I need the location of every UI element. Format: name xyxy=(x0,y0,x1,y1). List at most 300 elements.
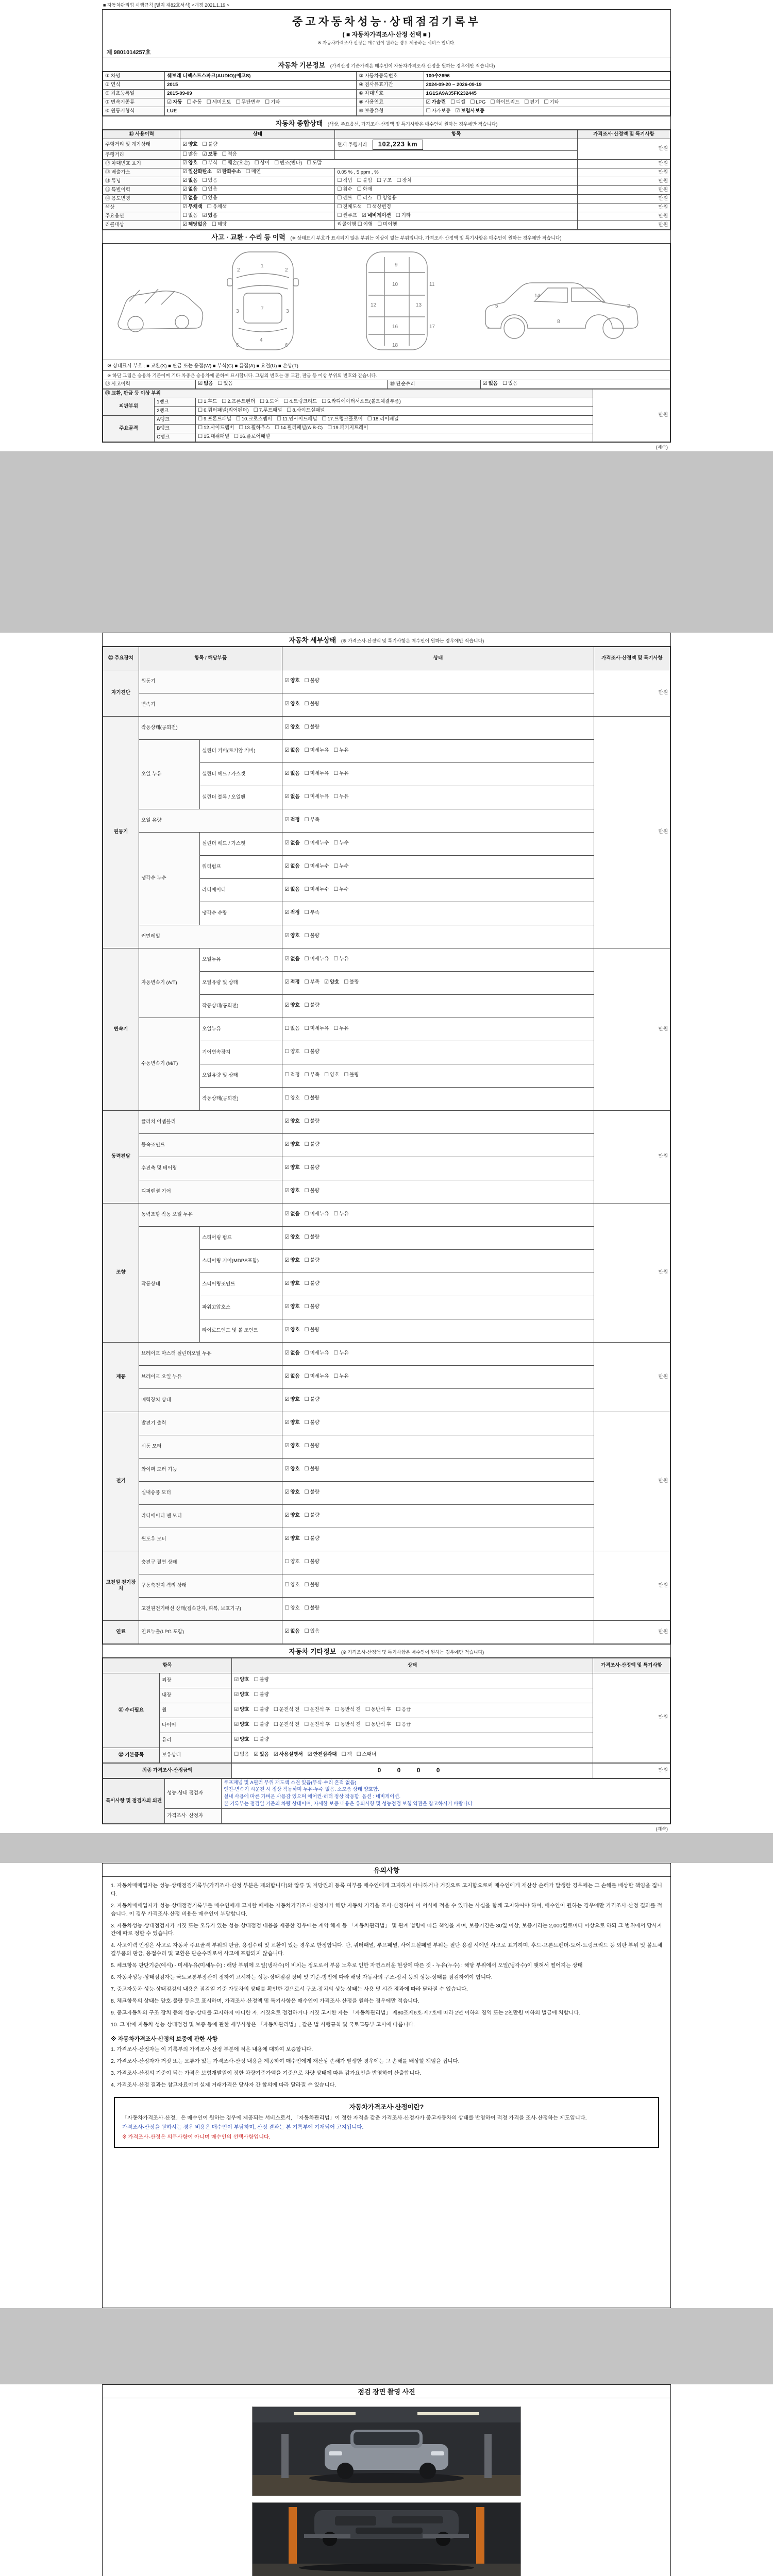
form-cell xyxy=(155,424,196,433)
checkbox-option[interactable]: ☐ 응급 xyxy=(396,1707,411,1713)
checkbox-option[interactable]: ☐ 누유 xyxy=(333,794,349,800)
checkbox-icon: ☑ xyxy=(182,195,188,201)
checkbox-option[interactable]: ☑ 안전삼각대 xyxy=(307,1752,337,1758)
checkbox-option[interactable]: ☐ 13.휠하우스 xyxy=(239,425,271,431)
form-cell xyxy=(139,1133,282,1157)
checkbox-option[interactable]: ☐ 불량 xyxy=(304,701,320,707)
checkbox-option[interactable]: ☑ 없음 xyxy=(482,381,498,387)
checkbox-option[interactable]: ☑ 보험사보증 xyxy=(455,108,485,114)
checkbox-option[interactable]: ☑ 무채색 xyxy=(182,204,203,210)
checkbox-option[interactable]: ☐ 불량 xyxy=(304,1466,320,1472)
checkbox-option[interactable]: ☐ 불량 xyxy=(304,1049,320,1055)
status-cell xyxy=(196,415,593,424)
checkbox-option[interactable]: ☑ 양호 xyxy=(234,1707,249,1713)
checkbox-option[interactable]: ☑ 양호 xyxy=(284,1258,300,1264)
form-cell xyxy=(160,1673,232,1688)
special-notes-table xyxy=(103,1778,670,1824)
checkbox-option[interactable]: ☑ 사용설명서 xyxy=(273,1752,303,1758)
checkbox-option[interactable]: ☐ 동반석 후 xyxy=(365,1722,392,1728)
checkbox-option[interactable]: ☐ 누유 xyxy=(333,771,349,777)
checkbox-option[interactable]: ☐ 양호 xyxy=(284,1095,300,1101)
checkbox-icon: ☐ xyxy=(344,979,349,986)
checkbox-option[interactable]: ☐ 도말 xyxy=(307,160,322,166)
checkbox-option[interactable]: ☐ 스패너 xyxy=(356,1752,377,1758)
status-cell xyxy=(335,177,577,185)
checkbox-option[interactable]: ☐ 영업용 xyxy=(377,195,397,201)
checkbox-option[interactable]: ☐ 누수 xyxy=(333,863,349,870)
checkbox-icon: ☑ xyxy=(198,381,203,387)
cell-text: 성능·상태 점검자 xyxy=(167,1790,204,1797)
cell-text: 상태 xyxy=(433,655,443,661)
checkbox-option[interactable]: ☐ 불량 xyxy=(304,724,320,731)
form-cell xyxy=(160,1733,232,1748)
cell-text: 만원 xyxy=(658,169,668,175)
checkbox-option[interactable]: ☑ 양호 xyxy=(324,979,340,986)
checkbox-option[interactable]: ☐ 불량 xyxy=(304,1165,320,1171)
checkbox-option[interactable]: ☑ 양호 xyxy=(284,1420,300,1426)
table-row xyxy=(103,389,670,398)
checkbox-option[interactable]: ☐ 양호 xyxy=(284,1582,300,1588)
checkbox-option[interactable]: ☐ 미세누유 xyxy=(304,748,329,754)
checkbox-option[interactable]: ☐ 미세누유 xyxy=(304,1211,329,1217)
checkbox-option[interactable]: ☐ LPG xyxy=(470,99,486,105)
checkbox-option[interactable]: ☐ 세미오토 xyxy=(206,99,231,105)
checkbox-option[interactable]: ☑ 양호 xyxy=(234,1692,249,1698)
table-row xyxy=(103,1748,670,1762)
checkbox-option[interactable]: ☑ 양호 xyxy=(284,1327,300,1333)
checkbox-option[interactable]: ☑ 양호 xyxy=(284,1142,300,1148)
checkbox-option[interactable]: ☐ 불량 xyxy=(304,1095,320,1101)
checkbox-option[interactable]: ☐ 불량 xyxy=(254,1737,269,1743)
checkbox-option[interactable]: ☐ 상이 xyxy=(254,160,270,166)
checkbox-option[interactable]: ☐ 불량 xyxy=(304,1443,320,1449)
table-row xyxy=(103,1718,670,1733)
price-survey-info-box xyxy=(114,2097,659,2148)
checkbox-option[interactable]: ☐ 있음 xyxy=(202,178,217,184)
svg-text:10: 10 xyxy=(392,281,398,287)
checkbox-option[interactable]: ☐ 누수 xyxy=(333,887,349,893)
checkbox-option[interactable]: ☑ 없음 xyxy=(182,178,198,184)
checkbox-option[interactable]: ☐ 누유 xyxy=(333,1211,349,1217)
checkbox-icon: ☐ xyxy=(337,187,342,193)
checkbox-option[interactable]: ☐ 미세누유 xyxy=(304,771,329,777)
checkbox-option[interactable]: ☐ 침수 xyxy=(337,187,352,193)
checkbox-option[interactable]: ☐ 화재 xyxy=(357,187,373,193)
form-cell xyxy=(335,150,577,159)
checkbox-option[interactable]: ☐ 미세누유 xyxy=(304,1374,329,1380)
checkbox-option[interactable]: ☐ 누유 xyxy=(333,1026,349,1032)
checkbox-option[interactable]: ☐ 훼손(오손) xyxy=(222,160,250,166)
form-cell xyxy=(357,98,424,107)
section-accident-title: 사고 · 교환 · 수리 등 이력 xyxy=(211,233,285,241)
checkbox-option[interactable]: ☐ 유채색 xyxy=(207,204,227,210)
checkbox-option[interactable]: ☑ 적정 xyxy=(284,817,300,823)
checkbox-option[interactable]: ☐ 4.트렁크리드 xyxy=(283,399,317,405)
notice-item: 7. 중고자동차 성능·상태점검의 내용은 점검일 기준 자동차의 상태를 확인한 것으로서 구조·장치의 성능·상태는 사용 및 시간 경과에 따라 달라질 수 있습니다. xyxy=(111,1987,468,1993)
form-cell xyxy=(139,832,200,925)
checkbox-option[interactable]: ☑ 보통 xyxy=(202,151,217,158)
checkbox-option[interactable]: ☐ 전체도색 xyxy=(337,204,362,210)
damage-legend: ※ 상태표시 부호 : ■ 교환(X) ■ 판금 또는 용접(W) ■ 부식(C) ■ 흠집(A) ■ 요철(U) ■ 손상(T) xyxy=(103,360,670,370)
checkbox-option[interactable]: ☐ 적법 xyxy=(337,178,352,184)
table-row xyxy=(103,1528,670,1551)
checkbox-option[interactable]: ☐ 불량 xyxy=(304,1397,320,1403)
checkbox-icon: ☑ xyxy=(284,1443,290,1449)
status-cell xyxy=(232,1673,593,1688)
page-gap xyxy=(0,2308,773,2384)
checkbox-option[interactable]: ☐ 미이행 xyxy=(377,222,397,228)
cell-text: 실린더 커버(로커암 커버) xyxy=(202,748,256,754)
cell-text: ⑳ 주요장치 xyxy=(108,655,133,661)
checkbox-option[interactable]: ☐ 17.트렁크플로어 xyxy=(322,416,363,422)
checkbox-option[interactable]: ☑ 없음 xyxy=(284,748,300,754)
checkbox-option[interactable]: ☐ 15.대쉬패널 xyxy=(198,434,230,440)
checkbox-option[interactable]: ☑ 양호 xyxy=(284,1003,300,1009)
checkbox-option[interactable]: ☐ 불량 xyxy=(304,1513,320,1519)
checkbox-option[interactable]: ☐ 불법 xyxy=(357,178,373,184)
checkbox-option[interactable]: ☐ 불량 xyxy=(304,1304,320,1310)
checkbox-option[interactable]: ☐ 운전석 전 xyxy=(273,1707,300,1713)
checkbox-option[interactable]: ☐ 이행 xyxy=(357,222,373,228)
checkbox-option[interactable]: ☑ 양호 xyxy=(284,1536,300,1542)
checkbox-option[interactable]: ☐ 매연 xyxy=(245,169,261,175)
checkbox-option[interactable]: ☐ 운전석 후 xyxy=(304,1722,330,1728)
checkbox-option[interactable]: ☐ 불량 xyxy=(304,1559,320,1565)
checkbox-option[interactable]: ☐ 양호 xyxy=(284,1605,300,1612)
checkbox-option[interactable]: ☑ 양호 xyxy=(284,933,300,939)
checkbox-option[interactable]: ☐ 누유 xyxy=(333,1350,349,1357)
checkbox-option[interactable]: ☐ 없음 xyxy=(234,1752,249,1758)
checkbox-option[interactable]: ☑ 양호 xyxy=(284,1304,300,1310)
cell-text: 자동변속기 (A/T) xyxy=(141,979,177,986)
checkbox-option[interactable]: ☐ 19.패키지트레이 xyxy=(327,425,368,431)
table-row xyxy=(103,1703,670,1718)
checkbox-option[interactable]: ☐ 불량 xyxy=(254,1707,269,1713)
status-cell xyxy=(282,786,594,809)
checkbox-option[interactable]: ☐ 양호 xyxy=(284,1559,300,1565)
checkbox-option[interactable]: ☐ 불량 xyxy=(304,933,320,939)
form-cell xyxy=(357,107,424,116)
checkbox-option[interactable]: ☑ 없음 xyxy=(284,956,300,962)
checkbox-option[interactable]: ☐ 불량 xyxy=(304,1582,320,1588)
checkbox-option[interactable]: ☐ 불량 xyxy=(304,1258,320,1264)
checkbox-option[interactable]: ☐ 하이브리드 xyxy=(490,99,520,105)
form-cell xyxy=(200,1041,282,1064)
form-cell xyxy=(200,855,282,878)
table-row xyxy=(103,1733,670,1748)
checkbox-option[interactable]: ☐ 11.인사이드패널 xyxy=(276,416,317,422)
checkbox-option[interactable]: ☐ 있음 xyxy=(217,381,233,387)
section-etc-title: 자동차 기타정보 xyxy=(289,1647,337,1655)
checkbox-option[interactable]: ☐ 불량 xyxy=(304,1142,320,1148)
form-cell xyxy=(139,1504,282,1528)
checkbox-option[interactable]: ☐ 있음 xyxy=(202,195,217,201)
checkbox-option[interactable]: ☐ 해당 xyxy=(211,222,227,228)
checkbox-option[interactable]: ☐ 동반석 전 xyxy=(334,1707,361,1713)
checkbox-icon: ☐ xyxy=(337,195,342,201)
checkbox-option[interactable]: ☐ 누유 xyxy=(333,956,349,962)
checkbox-option[interactable]: ☐ 적정 xyxy=(284,1072,300,1078)
checkbox-option[interactable]: ☐ 부식 xyxy=(202,160,217,166)
checkbox-option[interactable]: ☑ 양호 xyxy=(284,1281,300,1287)
checkbox-option[interactable]: ☐ 불량 xyxy=(202,141,217,147)
status-cell xyxy=(165,98,357,107)
checkbox-option[interactable]: ☐ 불량 xyxy=(254,1677,269,1683)
cell-text: 0.05 % , 5 ppm , % xyxy=(337,169,379,175)
checkbox-option[interactable]: ☑ 없음 xyxy=(284,863,300,870)
checkbox-option[interactable]: ☐ 불량 xyxy=(304,1118,320,1125)
checkbox-option[interactable]: ☑ 있음 xyxy=(254,1752,269,1758)
checkbox-option[interactable]: ☑ 양호 xyxy=(234,1677,249,1683)
form-cell xyxy=(577,221,670,229)
table-row xyxy=(103,185,670,194)
checkbox-option[interactable]: ☐ 14.필러패널(A·B·C) xyxy=(275,425,323,431)
checkbox-option[interactable]: ☐ 없음 xyxy=(182,213,198,219)
checkbox-icon: ☐ xyxy=(304,840,309,846)
checkbox-option[interactable]: ☑ 해당없음 xyxy=(182,222,207,228)
checkbox-option[interactable]: ☐ 미세누수 xyxy=(304,887,329,893)
checkbox-option[interactable]: ☐ 적음 xyxy=(222,151,238,158)
status-cell xyxy=(282,948,594,971)
form-cell xyxy=(155,406,196,415)
section-accident-header xyxy=(103,230,670,244)
notice-sub-items xyxy=(111,2046,662,2090)
status-cell xyxy=(282,1087,594,1110)
checkbox-option[interactable]: ☐ 부족 xyxy=(304,1072,320,1078)
section-basic-info-note: (가격산정 기준가격은 매수인이 자동차가격조사·산정을 원하는 경우에만 적습니다) xyxy=(330,63,495,69)
checkbox-option[interactable]: ☐ 렌트 xyxy=(337,195,352,201)
form-cell xyxy=(424,81,670,90)
checkbox-option[interactable]: ☑ 없음 xyxy=(284,887,300,893)
svg-text:14: 14 xyxy=(534,293,541,299)
checkbox-option[interactable]: ☑ 없음 xyxy=(284,1374,300,1380)
checkbox-option[interactable]: ☐ 불량 xyxy=(304,1003,320,1009)
checkbox-option[interactable]: ☑ 양호 xyxy=(284,724,300,731)
status-cell xyxy=(335,203,577,212)
cell-text: 커먼레일 xyxy=(141,933,160,939)
checkbox-option[interactable]: ☐ 기타 xyxy=(544,99,559,105)
checkbox-option[interactable]: ☐ 불량 xyxy=(344,1072,359,1078)
checkbox-option[interactable]: ☐ 미세누유 xyxy=(304,1350,329,1357)
checkbox-option[interactable]: ☐ 3.도어 xyxy=(260,399,279,405)
checkbox-icon: ☑ xyxy=(284,794,290,800)
checkbox-option[interactable]: ☐ 미세누수 xyxy=(304,840,329,846)
checkbox-option[interactable]: ☑ 양호 xyxy=(284,1165,300,1171)
checkbox-option[interactable]: ☐ 불량 xyxy=(304,1188,320,1194)
checkbox-option[interactable]: ☑ 있음 xyxy=(202,213,217,219)
checkbox-option[interactable]: ☐ 있음 xyxy=(304,1629,320,1635)
checkbox-option[interactable]: ☐ 있음 xyxy=(502,381,518,387)
checkbox-option[interactable]: ☑ 양호 xyxy=(284,701,300,707)
checkbox-option[interactable]: ☐ 불량 xyxy=(304,1420,320,1426)
checkbox-option[interactable]: ☐ 미세누유 xyxy=(304,1026,329,1032)
checkbox-option[interactable]: ☑ 없음 xyxy=(284,1211,300,1217)
cell-text: 특이사항 및 점검자의 의견 xyxy=(106,1798,162,1804)
notice-items xyxy=(111,1882,662,2029)
checkbox-option[interactable]: ☐ 불량 xyxy=(304,678,320,684)
checkbox-option[interactable]: ☑ 양호 xyxy=(182,141,198,147)
checkbox-option[interactable]: ☐ 기타 xyxy=(265,99,280,105)
checkbox-icon: ☑ xyxy=(234,1677,239,1683)
checkbox-option[interactable]: ☐ 6.쿼터패널(리어펜더) xyxy=(198,408,249,414)
checkbox-option[interactable]: ☑ 양호 xyxy=(284,1397,300,1403)
checkbox-option[interactable]: ☑ 양호 xyxy=(284,1443,300,1449)
checkbox-option[interactable]: ☐ 있음 xyxy=(202,187,217,193)
checkbox-option[interactable]: ☑ 가솔린 xyxy=(426,99,446,105)
checkbox-option[interactable]: ☐ 미세누유 xyxy=(304,956,329,962)
status-cell xyxy=(282,902,594,925)
checkbox-option[interactable]: ☐ 응급 xyxy=(396,1722,411,1728)
table-row xyxy=(103,1110,670,1133)
checkbox-option[interactable]: ☑ 일산화탄소 xyxy=(182,169,212,175)
checkbox-option[interactable]: ☐ 누유 xyxy=(333,1374,349,1380)
checkbox-option[interactable]: ☐ 잭 xyxy=(341,1752,352,1758)
checkbox-option[interactable]: ☑ 없음 xyxy=(182,187,198,193)
checkbox-option[interactable]: ☐ 무단변속 xyxy=(236,99,261,105)
checkbox-option[interactable]: ☑ 없음 xyxy=(284,771,300,777)
checkbox-option[interactable]: ☑ 없음 xyxy=(284,1629,300,1635)
checkbox-option[interactable]: ☐ 구조 xyxy=(377,178,392,184)
checkbox-option[interactable]: ☐ 불량 xyxy=(304,1327,320,1333)
checkbox-option[interactable]: ☐ 18.리어패널 xyxy=(367,416,399,422)
checkbox-option[interactable]: ☐ 9.프론트패널 xyxy=(198,416,231,422)
cell-text: 파워고압호스 xyxy=(202,1304,231,1310)
status-cell xyxy=(282,994,594,1018)
checkbox-icon: ☑ xyxy=(234,1737,239,1743)
checkbox-option[interactable]: ☐ 부족 xyxy=(304,910,320,916)
checkbox-option[interactable]: ☐ 2.프론트펜더 xyxy=(222,399,256,405)
checkbox-option[interactable]: ☐ 양호 xyxy=(324,1072,340,1078)
form-reference: ■ 자동차관리법 시행규칙 [별지 제82호서식] <개정 2021.1.19.> xyxy=(103,3,229,8)
checkbox-option[interactable]: ☐ 동반석 후 xyxy=(365,1707,392,1713)
checkbox-option[interactable]: ☐ 불량 xyxy=(304,1489,320,1496)
cell-text: 유리 xyxy=(162,1737,172,1743)
checkbox-option[interactable]: ☐ 리스 xyxy=(357,195,373,201)
checkbox-option[interactable]: ☐ 누수 xyxy=(333,840,349,846)
checkbox-option[interactable]: ☑ 양호 xyxy=(284,1466,300,1472)
checkbox-option[interactable]: ☐ 색상변경 xyxy=(366,204,391,210)
checkbox-option[interactable]: ☐ 부족 xyxy=(304,817,320,823)
status-cell xyxy=(180,168,335,177)
checkbox-option[interactable]: ☑ 양호 xyxy=(284,1118,300,1125)
checkbox-option[interactable]: ☐ 8.사이드실패널 xyxy=(287,408,325,414)
checkbox-option[interactable]: ☑ 없음 xyxy=(284,840,300,846)
notice-item: 3. 가격조사·산정의 기준이 되는 가격은 보험개발원이 정한 차량기준가액을 기준으로 차량 상태에 따른 감가요인을 반영하여 산출합니다. xyxy=(111,2070,421,2076)
checkbox-option[interactable]: ☐ 불량 xyxy=(304,1234,320,1241)
checkbox-option[interactable]: ☑ 양호 xyxy=(182,160,198,166)
checkbox-option[interactable]: ☑ 적정 xyxy=(284,910,300,916)
checkbox-icon: ☐ xyxy=(337,178,342,184)
table-row xyxy=(103,72,670,81)
status-cell xyxy=(282,762,594,786)
checkbox-option[interactable]: ☐ 양호 xyxy=(284,1049,300,1055)
checkbox-option[interactable]: ☑ 적정 xyxy=(284,979,300,986)
checkbox-option[interactable]: ☑ 네비게이션 xyxy=(361,213,391,219)
checkbox-option[interactable]: ☐ 16.플로어패널 xyxy=(234,434,271,440)
checkbox-option[interactable]: ☐ 자가보증 xyxy=(426,108,451,114)
checkbox-icon: ☐ xyxy=(322,399,327,405)
checkbox-icon: ☐ xyxy=(284,1605,290,1612)
checkbox-option[interactable]: ☐ 부족 xyxy=(304,979,320,986)
checkbox-option[interactable]: ☑ 자동 xyxy=(167,99,182,105)
checkbox-icon: ☐ xyxy=(490,99,495,105)
checkbox-option[interactable]: ☐ 장치 xyxy=(396,178,412,184)
checkbox-option[interactable]: ☐ 썬루프 xyxy=(337,213,357,219)
checkbox-option[interactable]: ☑ 양호 xyxy=(234,1737,249,1743)
checkbox-option[interactable]: ☐ 불량 xyxy=(304,1605,320,1612)
checkbox-option[interactable]: ☑ 양호 xyxy=(234,1722,249,1728)
checkbox-option[interactable]: ☐ 미세누유 xyxy=(304,794,329,800)
checkbox-option[interactable]: ☐ 수동 xyxy=(187,99,202,105)
form-cell xyxy=(200,948,282,971)
checkbox-option[interactable]: ☐ 불량 xyxy=(254,1722,269,1728)
checkbox-option[interactable]: ☐ 7.루프패널 xyxy=(253,408,282,414)
form-cell xyxy=(103,415,155,442)
checkbox-icon: ☐ xyxy=(377,195,382,201)
checkbox-option[interactable]: ☑ 양호 xyxy=(284,678,300,684)
car-side-view xyxy=(485,283,638,338)
table-row xyxy=(103,1481,670,1504)
table-row xyxy=(103,1620,670,1643)
final-price-table xyxy=(103,1763,670,1778)
checkbox-icon: ☐ xyxy=(304,910,309,916)
checkbox-option[interactable]: ☐ 불량 xyxy=(344,979,359,986)
checkbox-option[interactable]: ☑ 양호 xyxy=(284,1188,300,1194)
checkbox-option[interactable]: ☑ 양호 xyxy=(284,1234,300,1241)
checkbox-option[interactable]: ☑ 양호 xyxy=(284,1513,300,1519)
status-cell xyxy=(282,1157,594,1180)
checkbox-option[interactable]: ☐ 누유 xyxy=(333,748,349,754)
checkbox-option[interactable]: ☑ 양호 xyxy=(284,1489,300,1496)
checkbox-option[interactable]: ☐ 운전석 후 xyxy=(304,1707,330,1713)
checkbox-option[interactable]: ☐ 디젤 xyxy=(450,99,466,105)
checkbox-icon: ☐ xyxy=(304,794,309,800)
checkbox-option[interactable]: ☐ 1.후드 xyxy=(198,399,217,405)
checkbox-option[interactable]: ☐ 동반석 전 xyxy=(334,1722,361,1728)
overall-condition-table xyxy=(103,130,670,230)
checkbox-option[interactable]: ☑ 없음 xyxy=(284,794,300,800)
checkbox-option[interactable]: ☐ 10.크로스멤버 xyxy=(236,416,272,422)
checkbox-option[interactable]: ☑ 없음 xyxy=(182,195,198,201)
checkbox-icon: ☐ xyxy=(426,108,431,114)
checkbox-option[interactable]: ☐ 불량 xyxy=(304,1536,320,1542)
checkbox-icon: ☑ xyxy=(284,863,290,870)
checkbox-option[interactable]: ☐ 불량 xyxy=(254,1692,269,1698)
checkbox-option[interactable]: ☐ 기타 xyxy=(395,213,411,219)
checkbox-icon: ☐ xyxy=(304,1258,309,1264)
checkbox-option[interactable]: ☐ 5.라디에이터서포트(볼트체결부품) xyxy=(322,399,401,405)
checkbox-option[interactable]: ☐ 없음 xyxy=(284,1026,300,1032)
checkbox-option[interactable]: ☐ 미세누수 xyxy=(304,863,329,870)
form-cell xyxy=(103,1748,160,1762)
checkbox-option[interactable]: ☐ 12.사이드멤버 xyxy=(198,425,234,431)
accident-history-table xyxy=(103,380,670,389)
checkbox-option[interactable]: ☐ 운전석 전 xyxy=(273,1722,300,1728)
checkbox-option[interactable]: ☑ 없음 xyxy=(284,1350,300,1357)
status-cell xyxy=(335,194,577,203)
checkbox-icon: ☐ xyxy=(304,1095,309,1101)
checkbox-option[interactable]: ☑ 탄화수소 xyxy=(216,169,241,175)
checkbox-icon: ☐ xyxy=(333,748,339,754)
cell-text: ② 자동차등록번호 xyxy=(359,73,398,79)
checkbox-option[interactable]: ☐ 변조(변타) xyxy=(274,160,303,166)
notice-body xyxy=(103,1877,670,2308)
checkbox-option[interactable]: ☑ 없음 xyxy=(198,381,213,387)
status-cell xyxy=(282,878,594,902)
checkbox-option[interactable]: ☐ 많음 xyxy=(182,151,198,158)
checkbox-option[interactable]: ☐ 불량 xyxy=(304,1281,320,1287)
checkbox-option[interactable]: ☐ 전기 xyxy=(524,99,540,105)
